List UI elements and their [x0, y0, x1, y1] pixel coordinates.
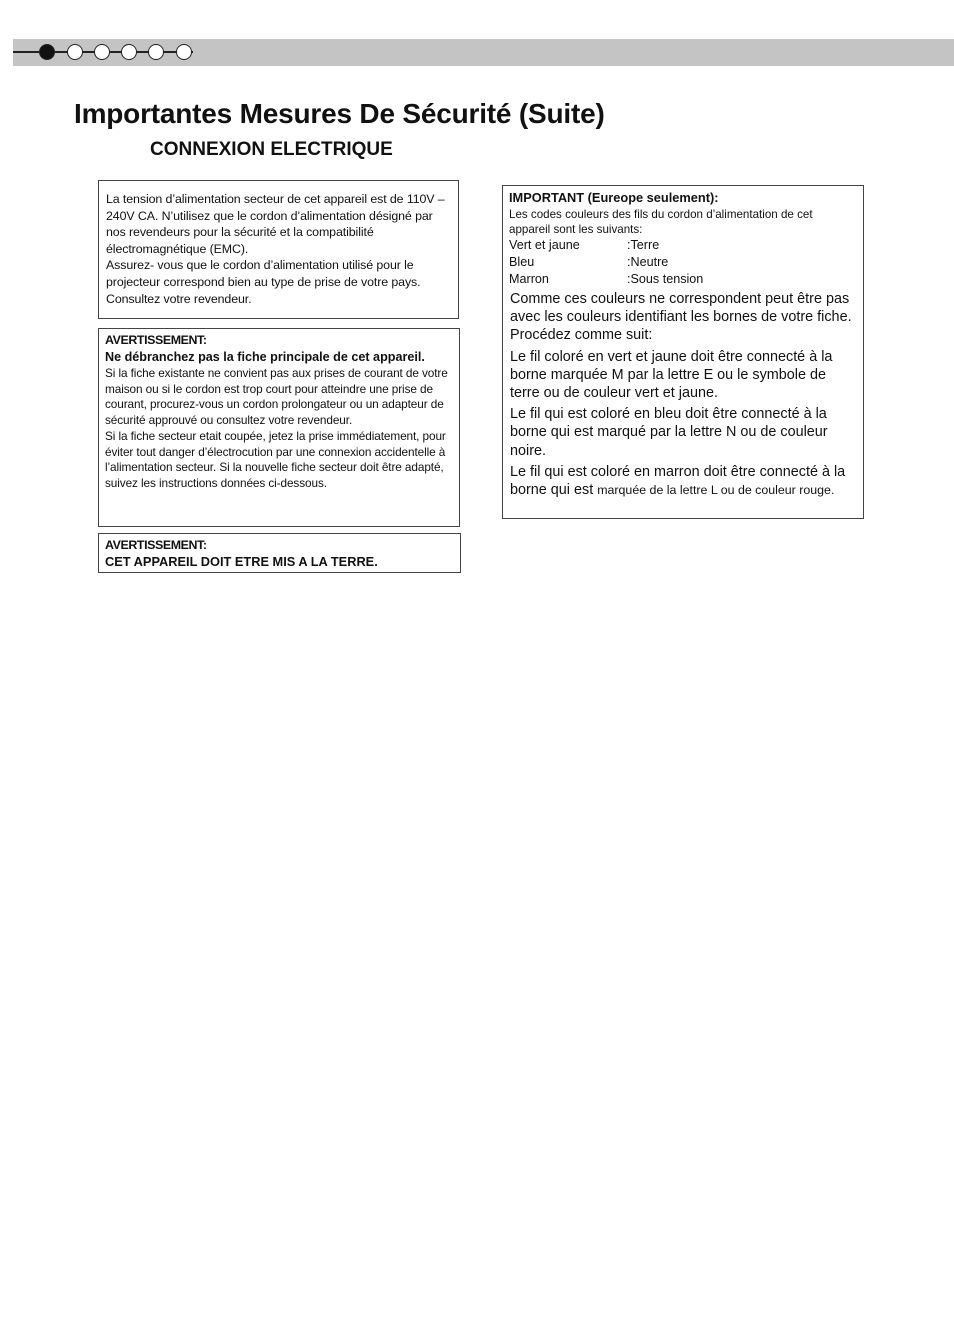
instruction-paragraph-1: Comme ces couleurs ne correspondent peut être pas avec les couleurs identifiant les bornes de votre fiche. Procédez comme suit:	[510, 291, 852, 344]
ground-warning-box	[98, 533, 461, 573]
ground-warning-text: CET APPAREIL DOIT ETRE MIS A LA TERRE.	[105, 554, 378, 569]
warning-heading: AVERTISSEMENT:	[105, 333, 207, 347]
color-meaning: Sous tension	[630, 272, 704, 286]
instruction-paragraph-2: Le fil coloré en vert et jaune doit être connecté à la borne marquée M par la lettre E ou le symbole de terre ou de couleur vert et jaune.	[510, 348, 833, 402]
color-code-row	[509, 254, 857, 271]
color-name: Bleu	[509, 255, 535, 269]
plug-warning-box	[98, 328, 460, 527]
warning-heading: AVERTISSEMENT:	[105, 538, 207, 552]
important-europe-box	[502, 185, 864, 519]
progress-dot	[67, 44, 83, 60]
color-separator: :	[627, 238, 631, 252]
color-code-row	[509, 271, 857, 288]
instruction-paragraph-3: Le fil qui est coloré en bleu doit être connecté à la borne qui est marqué par la lettre N ou de couleur noire.	[510, 406, 828, 459]
important-heading: IMPORTANT (Eureope seulement):	[509, 190, 719, 205]
color-code-intro: Les codes couleurs des fils du cordon d’alimentation de cet appareil sont les suivants:	[509, 208, 813, 236]
page-title: Importantes Mesures De Sécurité (Suite)	[74, 98, 605, 129]
color-code-row	[509, 237, 857, 254]
voltage-notice-box	[98, 180, 459, 319]
progress-dot	[148, 44, 164, 60]
progress-dot	[121, 44, 137, 60]
color-meaning: Terre	[630, 238, 660, 252]
instruction-paragraph-4-end: marquée de la lettre L ou de couleur rouge.	[597, 483, 835, 498]
color-name: Marron	[509, 272, 549, 286]
color-meaning: Neutre	[630, 255, 669, 269]
instruction-paragraph-4	[510, 463, 857, 499]
warning-subheading: Ne débranchez pas la fiche principale de cet appareil.	[105, 350, 425, 364]
instruction-paragraph-4-start: Le fil qui est coloré en marron doit être connecté à la borne qui est	[510, 463, 846, 499]
voltage-paragraph: La tension d’alimentation secteur de cet appareil est de 110V – 240V CA. N’utilisez que le cordon d’alimentation désigné par nos revendeurs pour la sécurité et la compatibilité électromagnétique (EMC).	[106, 192, 445, 256]
plug-type-paragraph: Assurez- vous que le cordon d’alimentation utilisé pour le projecteur correspond bien au type de prise de votre pays. Consultez votre revendeur.	[106, 258, 421, 306]
plug-paragraph-2: Si la fiche secteur etait coupée, jetez la prise immédiatement, pour éviter tout danger d’électrocution par une connexion accidentelle à l’alimentation secteur. Si la nouvelle fiche secteur doit être adapté, suivez les instructions données ci-dessous.	[105, 428, 446, 490]
progress-dot-current	[39, 44, 55, 60]
color-separator: :	[627, 272, 631, 286]
section-title: CONNEXION ELECTRIQUE	[150, 139, 393, 160]
progress-dot	[94, 44, 110, 60]
plug-paragraph-1: Si la fiche existante ne convient pas aux prises de courant de votre maison ou si le cordon est trop court pour atteindre une prise de courant, procurez-vous un cordon prolongateur ou un adapteur de sécurité approuvé ou consultez votre revendeur.	[105, 366, 448, 428]
color-separator: :	[627, 255, 631, 269]
progress-dot	[176, 44, 192, 60]
color-name: Vert et jaune	[509, 238, 580, 252]
